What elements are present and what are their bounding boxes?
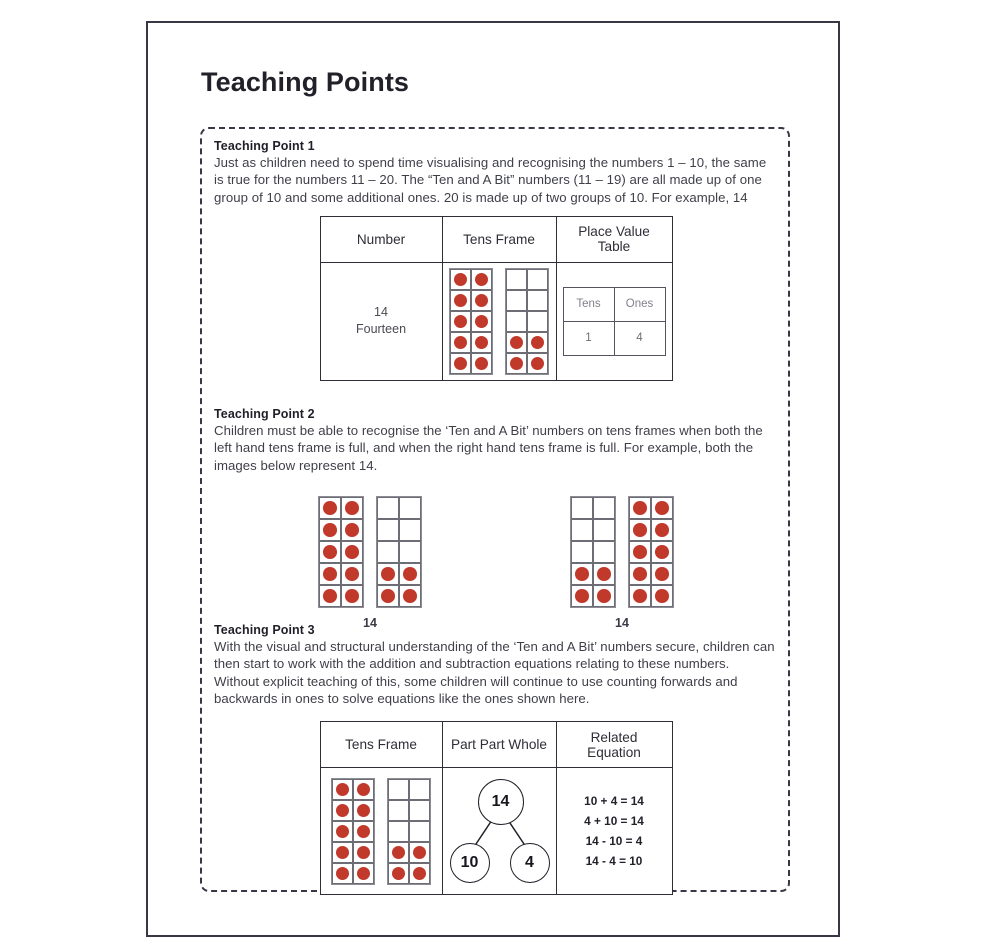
place-value-header-ones: Ones xyxy=(614,287,665,321)
counter-dot xyxy=(345,523,359,537)
part-part-whole-diagram xyxy=(444,779,556,883)
number-numeral: 14 xyxy=(374,305,388,320)
counter-dot xyxy=(357,867,370,880)
counter-dot xyxy=(403,567,417,581)
counter-dot xyxy=(454,315,467,328)
tens-frame-pair xyxy=(444,268,555,375)
teaching-point-3-body: With the visual and structural understanding of the ‘Ten and A Bit’ numbers secure, children can then start to work with the addition and subtraction equations relating to these numbers. Without explicit teaching of this, some children will continue to use counting forwards and backwards in ones to solve equations like the ones shown here. xyxy=(214,639,775,706)
tens-frame-cell xyxy=(629,519,651,541)
counter-dot xyxy=(336,783,349,796)
teaching-point-1-heading: Teaching Point 1 xyxy=(214,139,315,153)
ppw-part-left-node: 10 xyxy=(450,843,490,883)
tens-frame-right xyxy=(628,496,674,608)
tens-frame-cell xyxy=(571,497,593,519)
teaching-point-2-body: Children must be able to recognise the ‘Ten and A Bit’ numbers on tens frames when both the left hand tens frame is full, and when the right hand tens frame is full. For example, both the images below represent 14. xyxy=(214,423,763,473)
counter-dot xyxy=(475,294,488,307)
counter-dot xyxy=(392,867,405,880)
counter-dot xyxy=(655,501,669,515)
tens-frame-cell xyxy=(471,332,492,353)
related-equations-cell xyxy=(556,768,672,895)
tens-frame-example xyxy=(318,496,422,630)
counter-dot xyxy=(323,545,337,559)
counter-dot xyxy=(323,589,337,603)
counter-dot xyxy=(413,867,426,880)
tens-frame-cell xyxy=(377,541,399,563)
tens-frame-cell xyxy=(571,585,593,607)
tens-frame-cell xyxy=(353,821,374,842)
tens-frame-cell xyxy=(527,353,548,374)
table-row xyxy=(320,768,672,895)
tens-frame-cell xyxy=(399,541,421,563)
tens-frame-cell xyxy=(527,311,548,332)
tens-frame-cell xyxy=(353,842,374,863)
page-title: Teaching Points xyxy=(201,67,410,97)
tens-frame-cell xyxy=(471,311,492,332)
counter-dot xyxy=(357,783,370,796)
tens-frame-cell xyxy=(332,863,353,884)
place-value-table xyxy=(563,287,666,356)
tens-frame-cell xyxy=(341,519,363,541)
counter-dot xyxy=(633,523,647,537)
counter-dot xyxy=(475,336,488,349)
counter-dot xyxy=(381,589,395,603)
counter-dot xyxy=(345,545,359,559)
counter-dot xyxy=(633,545,647,559)
number-word: Fourteen xyxy=(355,322,407,337)
place-value-value-row xyxy=(563,321,665,355)
tens-frame-cell xyxy=(341,541,363,563)
tens-frame-cell xyxy=(471,353,492,374)
tens-frame-cell xyxy=(409,863,430,884)
tens-frame-left xyxy=(331,778,375,885)
tens-frame-cell xyxy=(651,519,673,541)
tens-frame-cell xyxy=(629,541,651,563)
counter-dot xyxy=(597,589,611,603)
teaching-point-3-heading: Teaching Point 3 xyxy=(214,623,315,637)
counter-dot xyxy=(323,501,337,515)
tens-frame-cell xyxy=(320,768,442,895)
counter-dot xyxy=(531,357,544,370)
counter-dot xyxy=(345,501,359,515)
counter-dot xyxy=(655,545,669,559)
tens-frame-cell xyxy=(450,269,471,290)
counter-dot xyxy=(345,589,359,603)
counter-dot xyxy=(454,336,467,349)
tens-frame-cell xyxy=(442,262,556,380)
tens-frame-cell xyxy=(399,563,421,585)
counter-dot xyxy=(475,273,488,286)
tens-frame-cell xyxy=(651,541,673,563)
counter-dot xyxy=(510,336,523,349)
counter-dot xyxy=(633,567,647,581)
tens-frame-cell xyxy=(341,497,363,519)
place-value-header-tens: Tens xyxy=(563,287,614,321)
tens-frame-cell xyxy=(377,519,399,541)
table3-header-part-part-whole: Part Part Whole xyxy=(442,722,556,768)
counter-dot xyxy=(597,567,611,581)
tens-frame-cell xyxy=(629,497,651,519)
tens-frame-left xyxy=(570,496,616,608)
tens-frame-cell xyxy=(571,541,593,563)
counter-dot xyxy=(475,315,488,328)
counter-dot xyxy=(357,846,370,859)
tens-frame-cell xyxy=(527,332,548,353)
tens-frame-cell xyxy=(450,353,471,374)
counter-dot xyxy=(655,589,669,603)
tens-frame-cell xyxy=(399,497,421,519)
tens-frame-cell xyxy=(341,585,363,607)
place-value-header-row xyxy=(563,287,665,321)
counter-dot xyxy=(413,846,426,859)
tens-frame-cell xyxy=(388,863,409,884)
tens-frame-cell xyxy=(388,779,409,800)
tens-frame-pair xyxy=(570,496,674,608)
counter-dot xyxy=(454,294,467,307)
counter-dot xyxy=(357,804,370,817)
counter-dot xyxy=(357,825,370,838)
counter-dot xyxy=(323,523,337,537)
tens-frame-cell xyxy=(332,779,353,800)
tens-frame-cell xyxy=(527,290,548,311)
tens-frame-cell xyxy=(332,800,353,821)
tens-frame-cell xyxy=(353,863,374,884)
counter-dot xyxy=(336,804,349,817)
tens-frame-label: 14 xyxy=(615,615,629,630)
tens-frame-cell xyxy=(332,842,353,863)
teaching-point-2-block xyxy=(214,407,778,630)
tens-frame-cell xyxy=(450,311,471,332)
tens-frame-cell xyxy=(471,269,492,290)
tens-frame-cell xyxy=(388,800,409,821)
tens-frame-cell xyxy=(651,497,673,519)
tens-frame-cell xyxy=(409,800,430,821)
table-row xyxy=(320,262,672,380)
tens-frame-left xyxy=(318,496,364,608)
table-header-row xyxy=(320,216,672,262)
tens-frame-cell xyxy=(319,563,341,585)
teaching-point-3-block xyxy=(214,623,778,895)
table-header-row xyxy=(320,722,672,768)
tens-frame-cell xyxy=(388,842,409,863)
ppw-part-right-node: 4 xyxy=(510,843,550,883)
tens-frame-cell xyxy=(377,563,399,585)
tens-frame-right xyxy=(376,496,422,608)
tens-frame-right xyxy=(387,778,431,885)
counter-dot xyxy=(336,867,349,880)
table3-header-tens-frame: Tens Frame xyxy=(320,722,442,768)
page-sheet xyxy=(146,21,840,937)
counter-dot xyxy=(454,357,467,370)
tens-frame-examples xyxy=(214,496,778,630)
teaching-point-2-heading: Teaching Point 2 xyxy=(214,407,315,421)
tens-frame-cell xyxy=(506,311,527,332)
tens-frame-cell xyxy=(506,269,527,290)
equation-list xyxy=(558,791,671,871)
tens-frame-cell xyxy=(319,585,341,607)
teaching-point-1-block xyxy=(214,139,778,381)
tens-frame-cell xyxy=(593,541,615,563)
counter-dot xyxy=(510,357,523,370)
place-value-cell xyxy=(556,262,672,380)
counter-dot xyxy=(323,567,337,581)
tens-frame-cell xyxy=(450,332,471,353)
tens-frame-cell xyxy=(399,585,421,607)
part-part-whole-cell xyxy=(442,768,556,895)
counter-dot xyxy=(403,589,417,603)
tens-frame-cell xyxy=(341,563,363,585)
tens-frame-cell xyxy=(409,821,430,842)
counter-dot xyxy=(381,567,395,581)
tens-frame-cell xyxy=(651,585,673,607)
table1-header-tens-frame: Tens Frame xyxy=(442,216,556,262)
equation-item: 14 - 10 = 4 xyxy=(585,834,643,849)
equation-item: 4 + 10 = 14 xyxy=(584,814,644,829)
tens-frame-cell xyxy=(353,800,374,821)
counter-dot xyxy=(575,567,589,581)
table3-header-related-equation: Related Equation xyxy=(556,722,672,768)
tens-frame-cell xyxy=(409,842,430,863)
tens-frame-cell xyxy=(593,519,615,541)
teaching-points-panel xyxy=(200,127,790,892)
counter-dot xyxy=(531,336,544,349)
tens-frame-cell xyxy=(319,497,341,519)
tens-frame-left xyxy=(449,268,493,375)
tens-frame-cell xyxy=(629,585,651,607)
counter-dot xyxy=(336,825,349,838)
equations-table xyxy=(320,721,673,895)
counter-dot xyxy=(633,501,647,515)
counter-dot xyxy=(655,523,669,537)
tens-frame-cell xyxy=(571,519,593,541)
tens-frame-example xyxy=(570,496,674,630)
tens-frame-cell xyxy=(377,497,399,519)
counter-dot xyxy=(345,567,359,581)
counter-dot xyxy=(575,589,589,603)
tens-frame-cell xyxy=(319,519,341,541)
tens-frame-cell xyxy=(332,821,353,842)
tens-frame-cell xyxy=(506,332,527,353)
tens-frame-cell xyxy=(506,353,527,374)
tens-frame-cell xyxy=(388,821,409,842)
tens-frame-cell xyxy=(593,585,615,607)
ppw-whole-node: 14 xyxy=(478,779,524,825)
equation-item: 14 - 4 = 10 xyxy=(585,854,643,869)
tens-frame-pair xyxy=(322,778,441,885)
equation-item: 10 + 4 = 14 xyxy=(584,794,644,809)
table1-header-number: Number xyxy=(320,216,442,262)
tens-frame-cell xyxy=(527,269,548,290)
counter-dot xyxy=(454,273,467,286)
tens-frame-cell xyxy=(593,497,615,519)
counter-dot xyxy=(655,567,669,581)
tens-frame-cell xyxy=(399,519,421,541)
tens-frame-cell xyxy=(450,290,471,311)
tens-frame-cell xyxy=(471,290,492,311)
tens-frame-cell xyxy=(409,779,430,800)
teaching-point-1-body: Just as children need to spend time visualising and recognising the numbers 1 – 10, the same is true for the numbers 11 – 20. The “Ten and A Bit” numbers (11 – 19) are all made up of one group of 10 and some additional ones. 20 is made up of two groups of 10. For example, 14 xyxy=(214,155,767,205)
tens-frame-cell xyxy=(319,541,341,563)
tens-frame-cell xyxy=(593,563,615,585)
counter-dot xyxy=(392,846,405,859)
number-cell xyxy=(320,262,442,380)
counter-dot xyxy=(633,589,647,603)
place-value-tens: 1 xyxy=(563,321,614,355)
table1-header-place-value: Place Value Table xyxy=(556,216,672,262)
counter-dot xyxy=(336,846,349,859)
place-value-ones: 4 xyxy=(614,321,665,355)
tens-frame-cell xyxy=(651,563,673,585)
tens-frame-right xyxy=(505,268,549,375)
tens-frame-cell xyxy=(353,779,374,800)
tens-frame-pair xyxy=(318,496,422,608)
tens-frame-cell xyxy=(377,585,399,607)
tens-frame-cell xyxy=(571,563,593,585)
tens-frame-cell xyxy=(629,563,651,585)
tens-frame-cell xyxy=(506,290,527,311)
tens-frame-label: 14 xyxy=(363,615,377,630)
counter-dot xyxy=(475,357,488,370)
number-representation-table xyxy=(320,216,673,381)
